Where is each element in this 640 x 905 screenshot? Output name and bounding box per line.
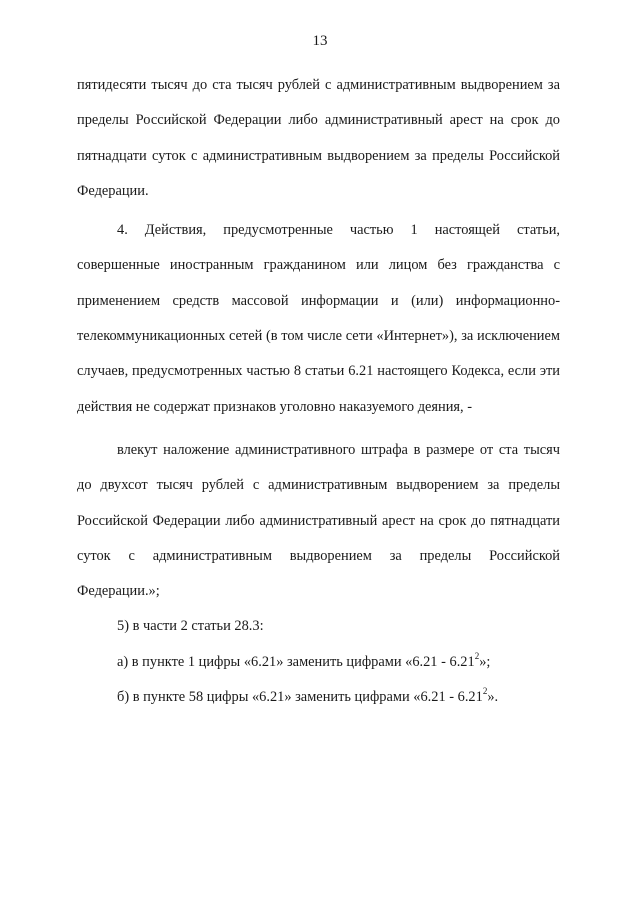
item-a-superscript: 2 <box>474 650 480 661</box>
item-a-suffix: »; <box>479 653 491 670</box>
document-body <box>77 68 560 715</box>
paragraph-item-b <box>77 680 560 715</box>
paragraph-part-4: 4. Действия, предусмотренные частью 1 настоящей статьи, совершенные иностранным гражданином или лицом без гражданства с применением средств массовой информации и (или) информационно-телекоммуникационных сетей (в том числе сети «Интернет»), за исключением случаев, предусмотренных частью 8 статьи 6.21 настоящего Кодекса, если эти действия не содержат признаков уголовно наказуемого деяния, - <box>77 222 560 415</box>
paragraph-penalty: влекут наложение административного штрафа в размере от ста тысяч до двухсот тысяч рублей с административным выдворением за пределы Российской Федерации либо административный арест на срок до пятнадцати суток с административным выдворением за пределы Российской Федерации.»; <box>77 441 560 600</box>
item-a-text: а) в пункте 1 цифры «6.21» заменить цифрами «6.21 - 6.21 <box>117 653 475 670</box>
item-b-suffix: ». <box>487 689 499 706</box>
item-b-superscript: 2 <box>482 686 488 697</box>
page-number: 13 <box>312 33 328 49</box>
paragraph-item-a <box>77 645 560 680</box>
paragraph-continuation: пятидесяти тысяч до ста тысяч рублей с административным выдворением за пределы Российской Федерации либо административный арест на срок до пятнадцати суток с административным выдворением за пределы Российской Федерации. <box>77 77 560 199</box>
paragraph-item-5: 5) в части 2 статьи 28.3: <box>117 618 264 635</box>
item-b-text: б) в пункте 58 цифры «6.21» заменить цифрами «6.21 - 6.21 <box>117 689 483 706</box>
